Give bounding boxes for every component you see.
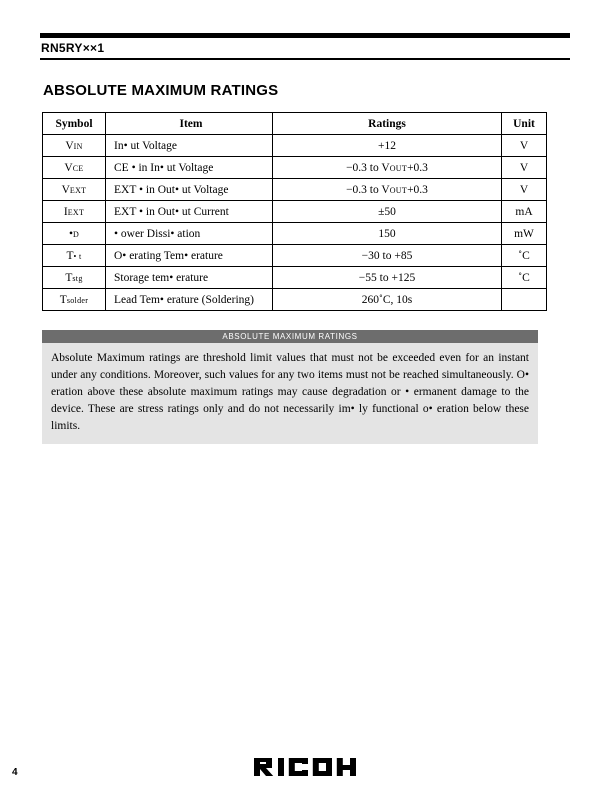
ratings-cell xyxy=(273,179,502,201)
ratings-cell xyxy=(273,157,502,179)
item-cell: CE • in In• ut Voltage xyxy=(106,157,273,179)
symbol-subscript: stg xyxy=(72,273,83,283)
ratings-cell xyxy=(273,289,502,311)
symbol-subscript: D xyxy=(72,229,80,239)
unit-cell: mW xyxy=(502,223,547,245)
symbol-cell xyxy=(43,201,106,223)
rating-text-post: +0.3 xyxy=(407,161,428,174)
symbol-cell xyxy=(43,179,106,201)
symbol-cell xyxy=(43,289,106,311)
rating-subscript: OUT xyxy=(389,185,408,195)
table-header-row xyxy=(43,113,547,135)
symbol-subscript: CE xyxy=(72,163,84,173)
symbol-cell xyxy=(43,245,106,267)
unit-cell xyxy=(502,289,547,311)
header-rule xyxy=(40,58,570,60)
ratings-cell xyxy=(273,245,502,267)
page-title: ABSOLUTE MAXIMUM RATINGS xyxy=(43,82,279,99)
table-row xyxy=(43,157,547,179)
symbol-cell xyxy=(43,267,106,289)
symbol-subscript: • t xyxy=(73,251,82,261)
absolute-maximum-ratings-note xyxy=(42,330,538,444)
symbol-subscript: IN xyxy=(73,141,83,151)
ricoh-logo xyxy=(254,758,356,776)
table-row xyxy=(43,201,547,223)
item-cell: EXT • in Out• ut Current xyxy=(106,201,273,223)
symbol-cell xyxy=(43,157,106,179)
note-header-bar: ABSOLUTE MAXIMUM RATINGS xyxy=(42,330,538,343)
table-row xyxy=(43,223,547,245)
unit-cell: V xyxy=(502,135,547,157)
rating-text-post: +0.3 xyxy=(407,183,428,196)
table-row xyxy=(43,245,547,267)
item-cell: In• ut Voltage xyxy=(106,135,273,157)
model-number: RN5RY××1 xyxy=(41,41,105,55)
column-header-unit: Unit xyxy=(502,113,547,135)
symbol-base: • xyxy=(68,227,73,240)
rating-text: −0.3 to V xyxy=(346,183,390,196)
unit-cell: ˚C xyxy=(502,267,547,289)
symbol-subscript: EXT xyxy=(69,185,87,195)
table-row xyxy=(43,289,547,311)
note-body-text: Absolute Maximum ratings are threshold limit values that must not be exceeded even for an instant under any conditions. Moreover, such values for any two items must not be reached simultaneously. O• eration above these absolute maximum ratings may cause degradation or • ermanent damage to the device. These are stress ratings only and do not necessarily im• ly functional o• eration below these limits. xyxy=(42,343,538,444)
absolute-maximum-ratings-table xyxy=(42,112,547,311)
symbol-base: V xyxy=(61,183,70,196)
column-header-item: Item xyxy=(106,113,273,135)
rating-text: −55 to +125 xyxy=(358,271,416,284)
unit-cell: mA xyxy=(502,201,547,223)
rating-text: 150 xyxy=(378,227,396,240)
symbol-base: V xyxy=(64,161,73,174)
unit-cell: V xyxy=(502,157,547,179)
symbol-base: V xyxy=(65,139,74,152)
symbol-base: T xyxy=(66,249,74,262)
item-cell: Storage tem• erature xyxy=(106,267,273,289)
rating-text: +12 xyxy=(378,139,396,152)
rating-subscript: OUT xyxy=(389,163,408,173)
symbol-subscript: solder xyxy=(66,295,89,305)
rating-text: ±50 xyxy=(378,205,396,218)
symbol-base: T xyxy=(59,293,67,306)
ratings-cell xyxy=(273,267,502,289)
ratings-cell xyxy=(273,201,502,223)
symbol-base: I xyxy=(63,205,68,218)
item-cell: • ower Dissi• ation xyxy=(106,223,273,245)
unit-cell: V xyxy=(502,179,547,201)
table-row xyxy=(43,179,547,201)
rating-text: 260˚C, 10s xyxy=(361,293,413,306)
footer-logo-area xyxy=(0,758,609,781)
page-number: 4 xyxy=(12,767,18,778)
item-cell: O• erating Tem• erature xyxy=(106,245,273,267)
item-cell: EXT • in Out• ut Voltage xyxy=(106,179,273,201)
symbol-cell xyxy=(43,223,106,245)
symbol-subscript: EXT xyxy=(67,207,85,217)
table-row xyxy=(43,267,547,289)
column-header-ratings: Ratings xyxy=(273,113,502,135)
item-cell: Lead Tem• erature (Soldering) xyxy=(106,289,273,311)
table-row xyxy=(43,135,547,157)
symbol-cell xyxy=(43,135,106,157)
page-header xyxy=(40,33,570,60)
symbol-base: T xyxy=(65,271,73,284)
unit-cell: ˚C xyxy=(502,245,547,267)
column-header-symbol: Symbol xyxy=(43,113,106,135)
ratings-cell xyxy=(273,135,502,157)
ratings-cell xyxy=(273,223,502,245)
rating-text: −0.3 to V xyxy=(346,161,390,174)
rating-text: −30 to +85 xyxy=(361,249,413,262)
